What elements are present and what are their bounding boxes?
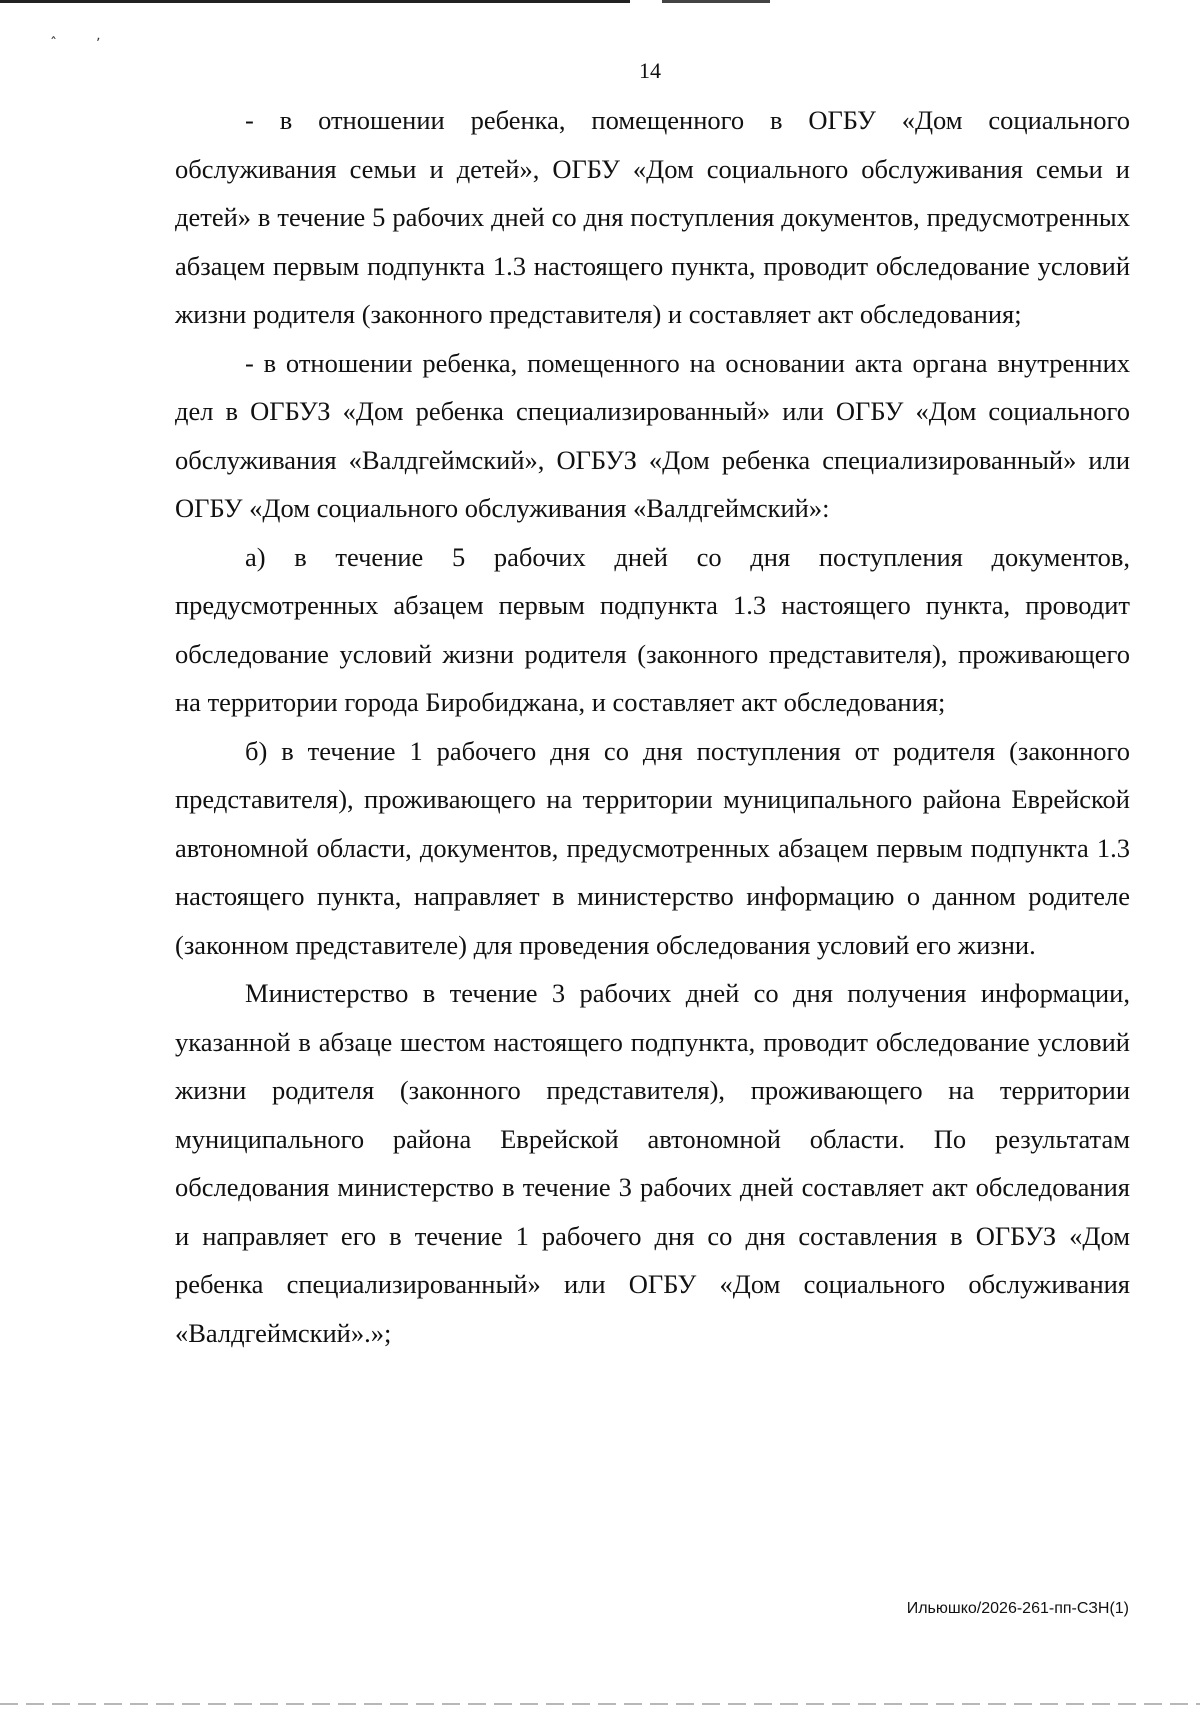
page-number: 14	[639, 58, 661, 83]
scan-speck: ˆ	[50, 36, 57, 52]
document-body	[175, 96, 1130, 1357]
paragraph-5: Министерство в течение 3 рабочих дней со дня получения информации, указанной в абзаце шестом настоящего подпункта, проводит обследование условий жизни родителя (законного представителя), проживающего на территории муниципального района Еврейской автономной области. По результатам обследования министерство в течение 3 рабочих дней составляет акт обследования и направляет его в течение 1 рабочего дня со дня составления в ОГБУЗ «Дом ребенка специализированный» или ОГБУ «Дом социального обслуживания «Валдгеймский».»;	[175, 978, 1130, 1348]
paragraph-4: б) в течение 1 рабочего дня со дня поступления от родителя (законного представителя), проживающего на территории муниципального района Еврейской автономной области, документов, предусмотренных абзацем первым подпункта 1.3 настоящего пункта, направляет в министерство информацию о данном родителе (законном представителе) для проведения обследования условий его жизни.	[175, 735, 1130, 960]
paragraph-2: - в отношении ребенка, помещенного на основании акта органа внутренних дел в ОГБУЗ «Дом ребенка специализированный» или ОГБУ «Дом социального обслуживания «Валдгеймский», ОГБУЗ «Дом ребенка специализированный» или ОГБУ «Дом социального обслуживания «Валдгеймский»:	[175, 347, 1130, 523]
scan-edge-top	[0, 0, 770, 3]
document-code: Ильюшко/2026-261-пп-СЗН(1)	[906, 1600, 1129, 1617]
paragraph-3: а) в течение 5 рабочих дней со дня поступления документов, предусмотренных абзацем первым подпункта 1.3 настоящего пункта, проводит обследование условий жизни родителя (законного представителя), проживающего на территории города Биробиджана, и составляет акт обследования;	[175, 541, 1130, 717]
scan-edge-bottom	[0, 1703, 1200, 1705]
paragraph-1: - в отношении ребенка, помещенного в ОГБУ «Дом социального обслуживания семьи и детей», ОГБУ «Дом социального обслуживания семьи и детей» в течение 5 рабочих дней со дня поступления документов, предусмотренных абзацем первым подпункта 1.3 настоящего пункта, проводит обследование условий жизни родителя (законного представителя) и составляет акт обследования;	[175, 105, 1130, 329]
scan-speck: ʼ	[96, 36, 101, 52]
